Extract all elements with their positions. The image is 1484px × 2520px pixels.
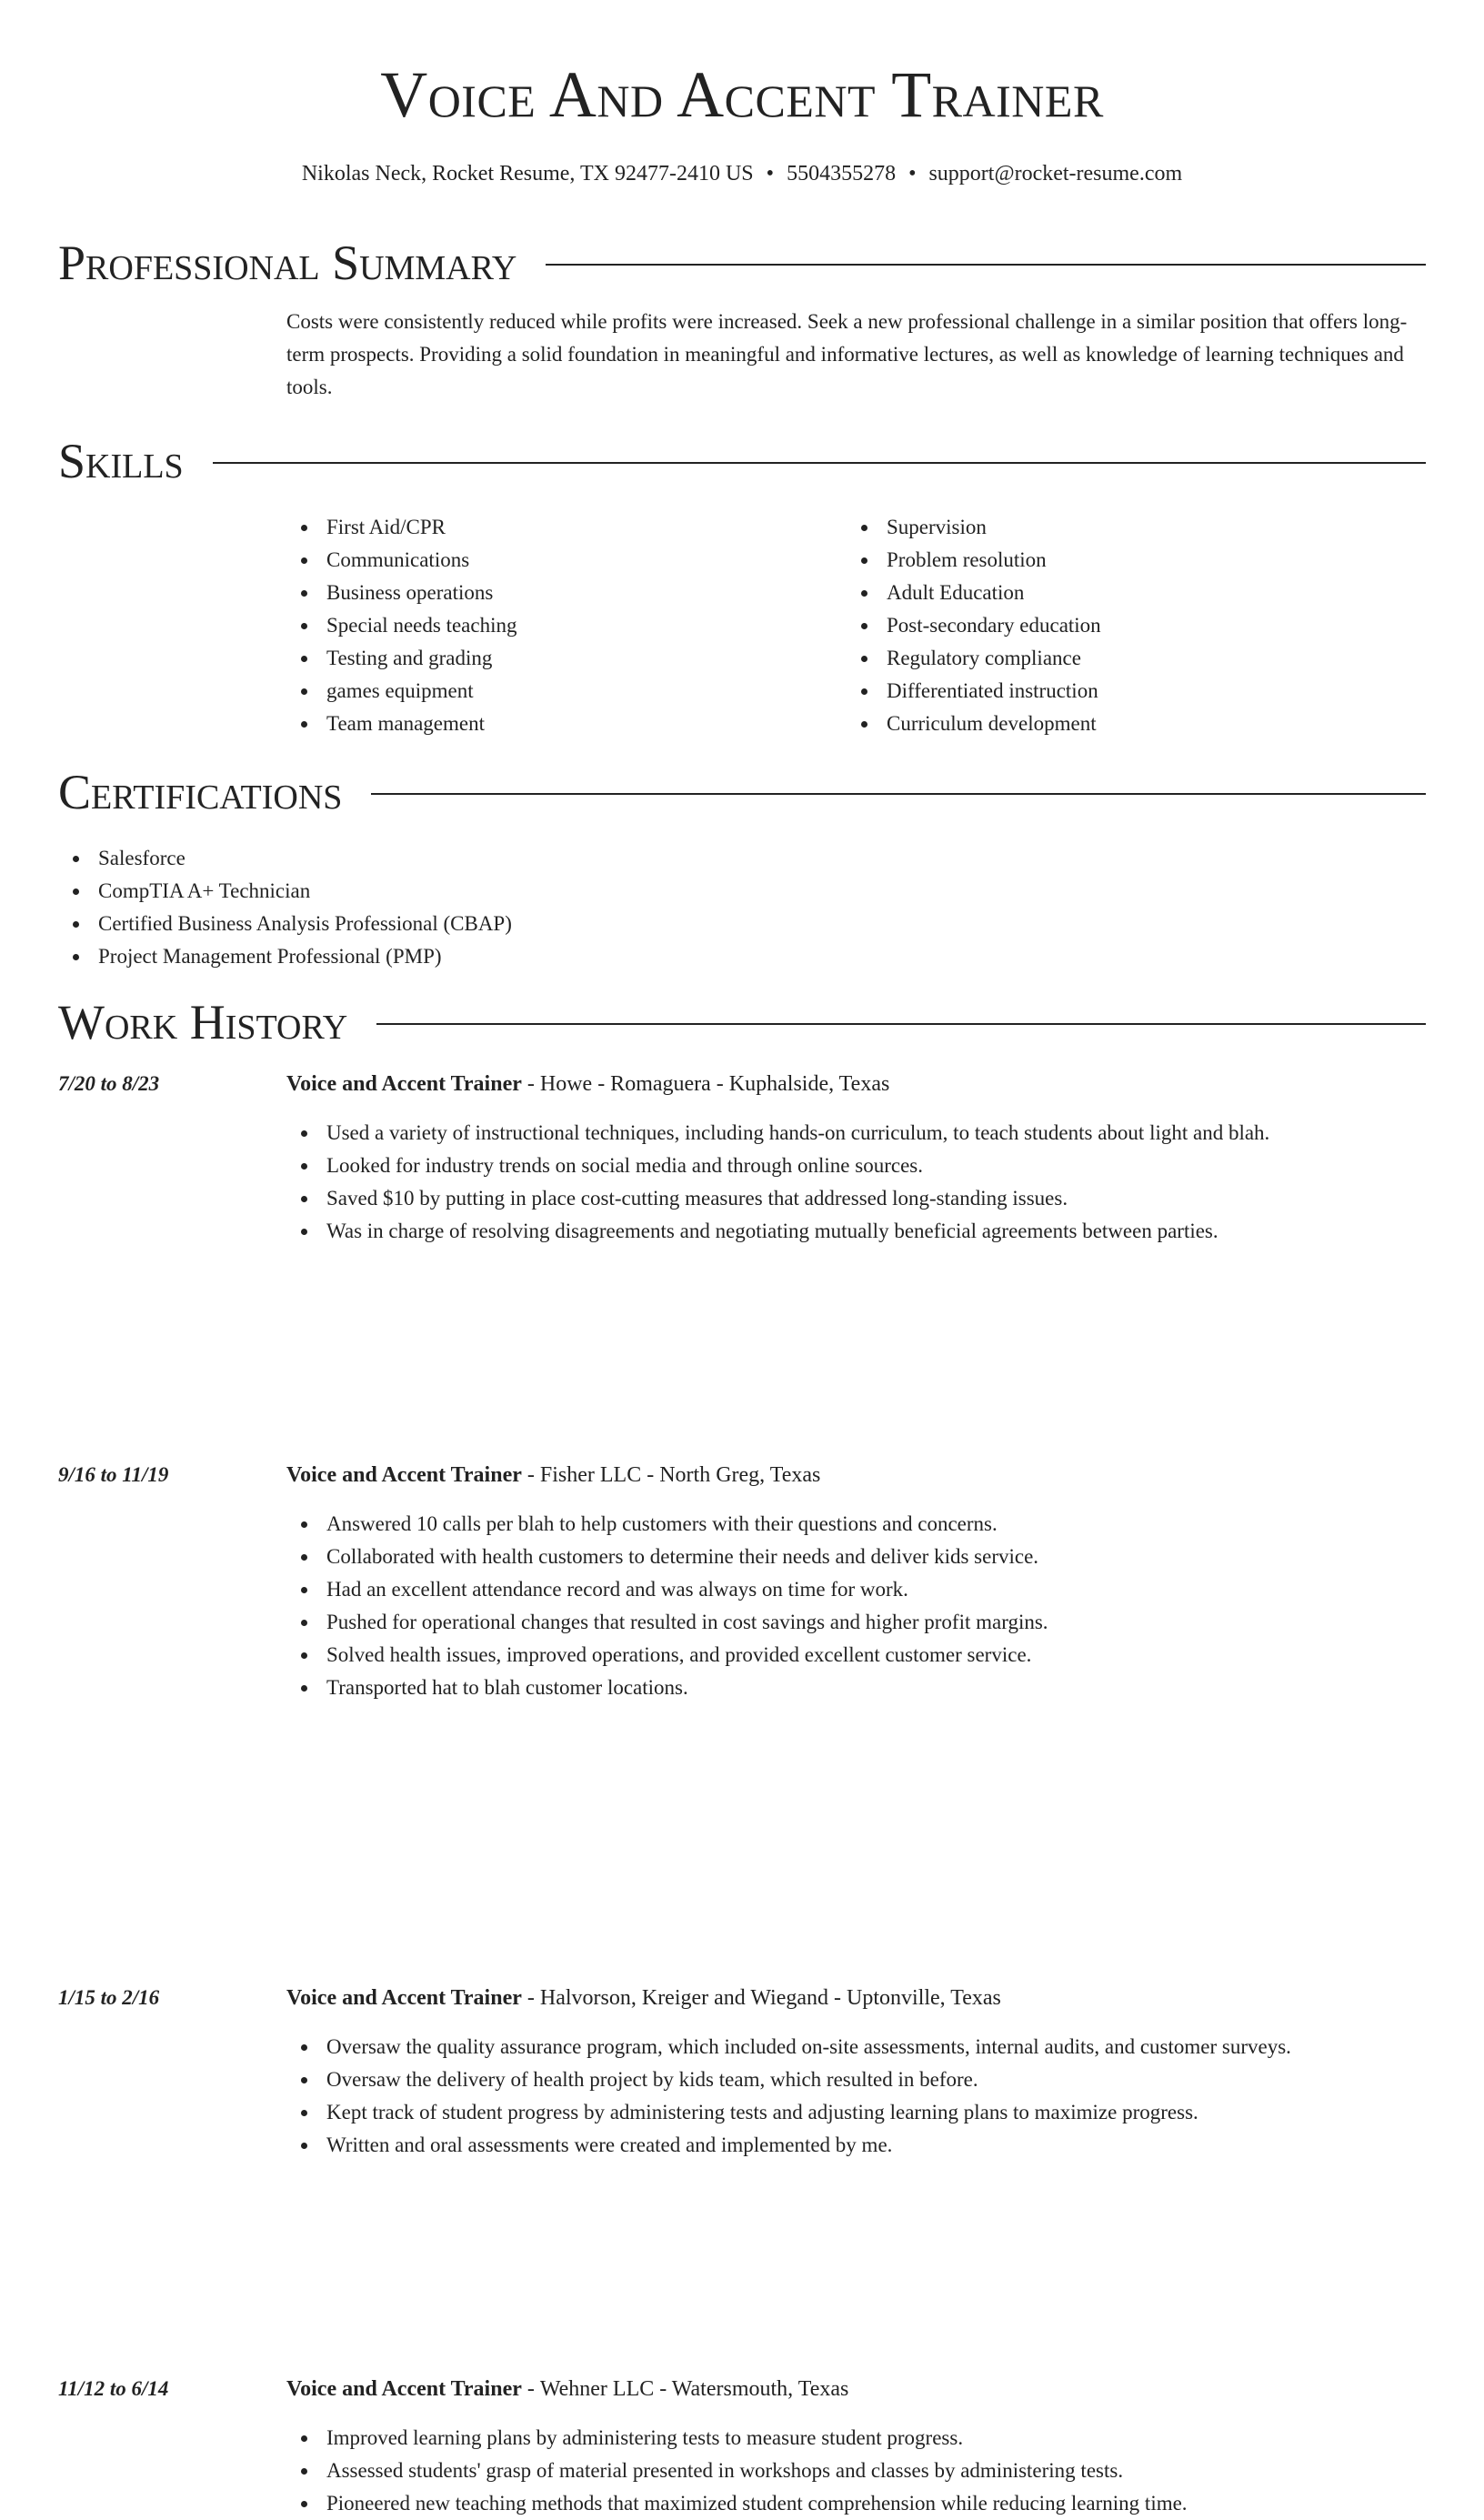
job-title: Voice and Accent Trainer <box>286 1986 522 2010</box>
certification-item: Project Management Professional (PMP) <box>58 940 1426 973</box>
work-history-section <box>58 990 1426 1054</box>
certifications-list <box>58 842 1426 973</box>
skill-item: Differentiated instruction <box>847 675 1407 708</box>
job-company: Wehner LLC - Watersmouth, Texas <box>539 2377 849 2401</box>
skill-item: Problem resolution <box>847 544 1407 577</box>
job-bullet: Improved learning plans by administering tests to measure student progress. <box>286 2422 1426 2455</box>
job-dash: - <box>526 2377 535 2401</box>
skill-item: Curriculum development <box>847 708 1407 740</box>
section-header <box>58 231 1426 295</box>
contact-separator: • <box>908 162 917 186</box>
job-entry <box>58 2373 1426 2520</box>
skill-item: Special needs teaching <box>286 609 847 642</box>
job-bullet: Oversaw the delivery of health project by kids team, which resulted in before. <box>286 2063 1426 2096</box>
section-divider <box>546 264 1426 266</box>
skills-section <box>58 429 1426 740</box>
section-title-work-history: Work History <box>58 995 348 1049</box>
certifications-section <box>58 760 1426 973</box>
job-bullet: Solved health issues, improved operations, and provided excellent customer service. <box>286 1639 1426 1672</box>
job-bullets <box>286 1117 1426 1248</box>
job-dash: - <box>526 1463 535 1487</box>
job-dates: 7/20 to 8/23 <box>58 1072 160 1095</box>
job-bullet: Collaborated with health customers to determine their needs and deliver kids service. <box>286 1541 1426 1573</box>
job-entry <box>58 1068 1426 1248</box>
job-bullet: Looked for industry trends on social media and through online sources. <box>286 1150 1426 1182</box>
job-bullet: Pioneered new teaching methods that maximized student comprehension while reducing learning time. <box>286 2487 1426 2520</box>
contact-email[interactable]: support@rocket-resume.com <box>928 162 1183 186</box>
job-company: Howe - Romaguera - Kuphalside, Texas <box>539 1072 890 1096</box>
section-divider <box>376 1023 1426 1025</box>
skill-item: Post-secondary education <box>847 609 1407 642</box>
job-bullet: Answered 10 calls per blah to help customers with their questions and concerns. <box>286 1508 1426 1541</box>
job-dates: 11/12 to 6/14 <box>58 2377 169 2400</box>
job-bullet: Had an excellent attendance record and was always on time for work. <box>286 1573 1426 1606</box>
job-header <box>286 1982 1426 2014</box>
certification-item: Certified Business Analysis Professional (CBAP) <box>58 908 1426 940</box>
skills-grid <box>286 511 1426 740</box>
resume-page <box>58 0 1426 2515</box>
skill-item: Testing and grading <box>286 642 847 675</box>
job-dash: - <box>526 1986 535 2010</box>
job-header <box>286 1068 1426 1100</box>
job-bullet: Saved $10 by putting in place cost-cutting measures that addressed long-standing issues. <box>286 1182 1426 1215</box>
job-bullet: Oversaw the quality assurance program, which included on-site assessments, internal audits, and customer surveys. <box>286 2031 1426 2063</box>
job-entry <box>58 1982 1426 2162</box>
section-header <box>58 990 1426 1054</box>
job-header <box>286 1459 1426 1491</box>
job-bullet: Pushed for operational changes that resulted in cost savings and higher profit margins. <box>286 1606 1426 1639</box>
job-bullets <box>286 1508 1426 1704</box>
job-bullets <box>286 2031 1426 2162</box>
contact-phone: 5504355278 <box>787 162 897 186</box>
skills-list-left <box>286 511 847 740</box>
job-title: Voice and Accent Trainer <box>286 1463 522 1487</box>
job-bullet: Kept track of student progress by administering tests and adjusting learning plans to maximize progress. <box>286 2096 1426 2129</box>
job-bullet: Assessed students' grasp of material presented in workshops and classes by administering tests. <box>286 2455 1426 2487</box>
section-header <box>58 429 1426 493</box>
job-bullet: Was in charge of resolving disagreements and negotiating mutually beneficial agreements between parties. <box>286 1215 1426 1248</box>
contact-separator: • <box>766 162 775 186</box>
skill-item: Supervision <box>847 511 1407 544</box>
job-dash: - <box>526 1072 535 1096</box>
summary-section <box>58 231 1426 404</box>
job-dates: 1/15 to 2/16 <box>58 1986 160 2009</box>
job-dates: 9/16 to 11/19 <box>58 1463 169 1486</box>
resume-name: Voice And Accent Trainer <box>380 58 1104 131</box>
certification-item: CompTIA A+ Technician <box>58 875 1426 908</box>
skill-item: Regulatory compliance <box>847 642 1407 675</box>
contact-line <box>58 159 1426 188</box>
certification-item: Salesforce <box>58 842 1426 875</box>
summary-text: Costs were consistently reduced while profits were increased. Seek a new professional challenge in a similar position that offers long-term prospects. Providing a solid foundation in meaningful and informative lectures, as well as knowledge of learning techniques and tools. <box>286 310 1408 398</box>
section-title-certifications: Certifications <box>58 765 343 819</box>
contact-address: Nikolas Neck, Rocket Resume, TX 92477-2410 US <box>301 162 754 186</box>
job-title: Voice and Accent Trainer <box>286 2377 522 2401</box>
job-entry <box>58 1459 1426 1704</box>
skill-item: First Aid/CPR <box>286 511 847 544</box>
job-title: Voice and Accent Trainer <box>286 1072 522 1096</box>
skill-item: games equipment <box>286 675 847 708</box>
job-bullet: Used a variety of instructional techniques, including hands-on curriculum, to teach students about light and blah. <box>286 1117 1426 1150</box>
section-title-summary: Professional Summary <box>58 236 517 290</box>
job-bullets <box>286 2422 1426 2520</box>
job-bullet: Transported hat to blah customer locations. <box>286 1672 1426 1704</box>
section-header <box>58 760 1426 824</box>
job-company: Halvorson, Kreiger and Wiegand - Uptonville, Texas <box>539 1986 1001 2010</box>
job-bullet: Written and oral assessments were created and implemented by me. <box>286 2129 1426 2162</box>
skill-item: Business operations <box>286 577 847 609</box>
section-title-skills: Skills <box>58 434 184 488</box>
job-header <box>286 2373 1426 2405</box>
job-company: Fisher LLC - North Greg, Texas <box>539 1463 821 1487</box>
section-divider <box>213 462 1426 464</box>
skills-list-right <box>847 511 1407 740</box>
skill-item: Adult Education <box>847 577 1407 609</box>
skill-item: Communications <box>286 544 847 577</box>
section-divider <box>371 793 1426 795</box>
skill-item: Team management <box>286 708 847 740</box>
